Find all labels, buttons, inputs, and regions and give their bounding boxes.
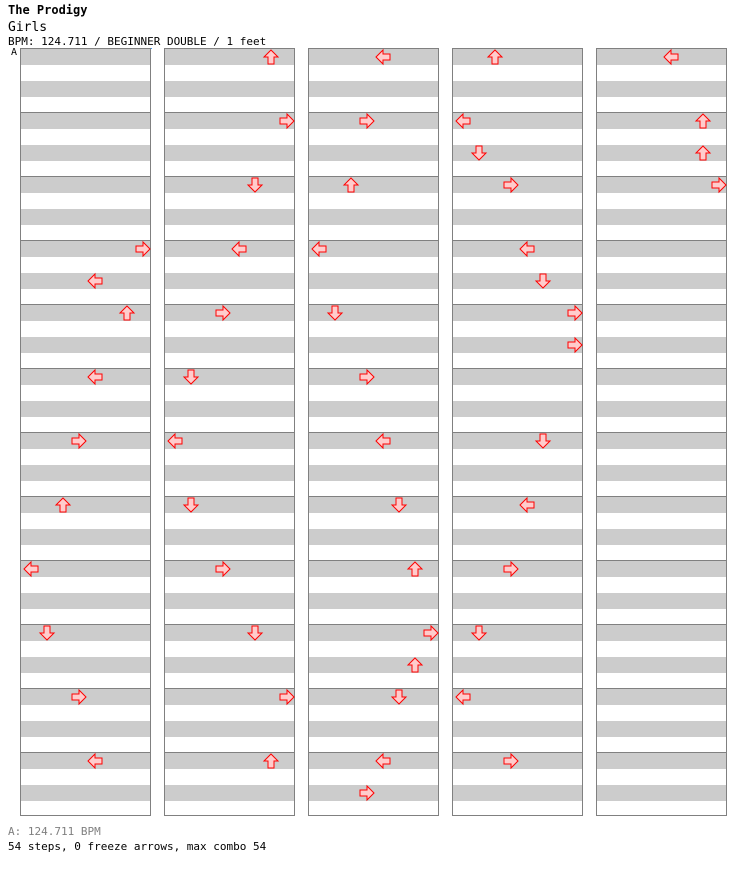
measure-line [165,688,294,689]
arrow-right-icon [279,689,295,705]
arrow-left-icon [375,753,391,769]
arrow-left-icon [87,273,103,289]
step-column-1 [20,48,151,816]
measure-line [597,304,726,305]
measure-line [597,240,726,241]
arrow-right-icon [503,753,519,769]
arrow-right-icon [71,433,87,449]
measure-line [597,432,726,433]
arrow-down-icon [535,433,551,449]
measure-line [453,432,582,433]
arrow-down-icon [471,625,487,641]
arrow-left-icon [375,49,391,65]
arrow-down-icon [535,273,551,289]
measure-line [597,176,726,177]
arrow-down-icon [183,369,199,385]
measure-line [165,176,294,177]
measure-line [21,112,150,113]
arrow-right-icon [215,305,231,321]
arrow-left-icon [519,497,535,513]
arrow-up-icon [263,753,279,769]
measure-line [309,752,438,753]
measure-line [21,368,150,369]
arrow-left-icon [87,369,103,385]
measure-line [309,432,438,433]
arrow-right-icon [503,177,519,193]
measure-line [597,496,726,497]
arrow-up-icon [407,561,423,577]
arrow-up-icon [119,305,135,321]
step-column-4 [452,48,583,816]
arrow-up-icon [487,49,503,65]
measure-line [21,176,150,177]
arrow-down-icon [39,625,55,641]
arrow-down-icon [471,145,487,161]
arrow-down-icon [183,497,199,513]
arrow-left-icon [455,113,471,129]
arrow-left-icon [375,433,391,449]
measure-line [453,304,582,305]
measure-line [309,688,438,689]
measure-line [597,368,726,369]
arrow-left-icon [455,689,471,705]
measure-line [165,240,294,241]
measure-line [453,368,582,369]
measure-line [453,496,582,497]
measure-line [21,752,150,753]
arrow-left-icon [663,49,679,65]
measure-line [453,240,582,241]
measure-line [453,112,582,113]
arrow-right-icon [359,113,375,129]
arrow-right-icon [567,305,583,321]
measure-line [309,624,438,625]
measure-line [21,496,150,497]
measure-line [597,752,726,753]
arrow-up-icon [695,113,711,129]
step-column-5 [596,48,727,816]
measure-line [597,688,726,689]
arrow-up-icon [695,145,711,161]
arrow-up-icon [55,497,71,513]
arrow-right-icon [71,689,87,705]
arrow-down-icon [247,625,263,641]
arrow-right-icon [423,625,439,641]
arrow-right-icon [503,561,519,577]
measure-line [165,624,294,625]
step-column-2 [164,48,295,816]
arrow-left-icon [23,561,39,577]
arrow-up-icon [263,49,279,65]
arrow-down-icon [327,305,343,321]
arrow-right-icon [135,241,151,257]
arrow-left-icon [311,241,327,257]
arrow-left-icon [519,241,535,257]
arrow-right-icon [279,113,295,129]
measure-line [21,240,150,241]
measure-line [453,688,582,689]
measure-line [597,560,726,561]
measure-line [309,240,438,241]
arrow-left-icon [167,433,183,449]
measure-line [309,496,438,497]
arrow-right-icon [567,337,583,353]
chart-info: BPM: 124.711 / BEGINNER DOUBLE / 1 feet [8,35,267,48]
measure-line [165,432,294,433]
arrow-right-icon [711,177,727,193]
bpm-section-marker: A [11,47,18,58]
arrow-left-icon [231,241,247,257]
song-artist: The Prodigy [8,3,88,17]
arrow-right-icon [359,785,375,801]
measure-line [309,176,438,177]
arrow-right-icon [359,369,375,385]
measure-line [597,624,726,625]
arrow-down-icon [391,497,407,513]
measure-line [165,112,294,113]
arrow-up-icon [407,657,423,673]
step-column-3 [308,48,439,816]
arrow-right-icon [215,561,231,577]
arrow-left-icon [87,753,103,769]
step-stats: 54 steps, 0 freeze arrows, max combo 54 [8,840,267,853]
measure-line [21,560,150,561]
arrow-down-icon [247,177,263,193]
bpm-legend: A: 124.711 BPM [8,825,101,838]
arrow-down-icon [391,689,407,705]
arrow-up-icon [343,177,359,193]
song-title: Girls [8,20,48,35]
